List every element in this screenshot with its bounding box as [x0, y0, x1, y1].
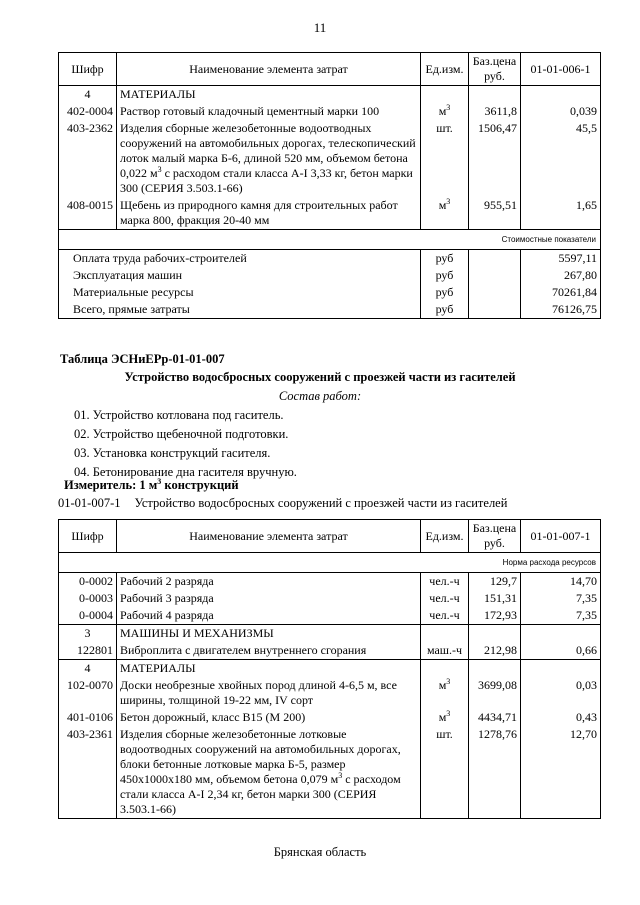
footer-region: Брянская область	[273, 845, 367, 859]
row-name: Изделия сборные железобетонные водоотводных сооружений на автомобильных дорогах, телескопический лоток малый марка Б-6, длиной 520 мм, объемом бетона 0,022 $м^3$ с расходом стали класса А-I 3,33 кг, бетон марки 300 (СЕРИЯ 3.503.1-66)	[117, 120, 421, 197]
section-title: МАШИНЫ И МЕХАНИЗМЫ	[117, 625, 421, 643]
table-row	[59, 573, 601, 591]
row-unit: чел.-ч	[421, 590, 469, 607]
page-number: 11	[313, 20, 327, 35]
table-row	[59, 120, 601, 197]
work-steps	[74, 406, 297, 482]
section-row	[59, 86, 601, 104]
table2-material-rows	[59, 677, 601, 819]
header-unit: Ед.изм.	[421, 53, 469, 86]
row-name: Изделия сборные железобетонные лотковые водоотводных сооружений на автомобильных дорогах, блоки бетонные лотковые марка Б-5, размер 450х1000х180 мм, объемом бетона 0,079 $м^3$ с расходом стали класса А-I 2,34 кг, бетон марки 300 (СЕРИЯ 3.503.1-66)	[117, 726, 421, 819]
row-unit: чел.-ч	[421, 607, 469, 625]
work-step: 04. Бетонирование дна гасителя вручную.	[74, 465, 297, 479]
row-base-price: 129,7	[469, 573, 521, 591]
measure-unit: Измеритель: 1 $м^3$ конструкций	[64, 476, 239, 492]
table-row	[59, 709, 601, 726]
row-name: Щебень из природного камня для строительных работ марка 800, фракция 20-40 мм	[117, 197, 421, 230]
row-base-price: 151,31	[469, 590, 521, 607]
row-name: Рабочий 3 разряда	[117, 590, 421, 607]
row-value: 1,65	[521, 197, 601, 230]
table-row	[59, 677, 601, 709]
row-code: 0-0004	[59, 607, 117, 625]
summary-row	[59, 301, 601, 319]
summary-row	[59, 284, 601, 301]
row-name: Виброплита с двигателем внутреннего сгорания	[117, 642, 421, 660]
summary-unit: руб	[421, 301, 469, 319]
section-number: 4	[59, 660, 117, 678]
header-name: Наименование элемента затрат	[117, 520, 421, 553]
row-name: Бетон дорожный, класс В15 (М 200)	[117, 709, 421, 726]
summary-row	[59, 250, 601, 268]
table2-heading: Устройство водосбросных сооружений с проезжей части из гасителей	[124, 370, 516, 384]
table1-body	[59, 86, 601, 104]
row-value: 7,35	[521, 607, 601, 625]
row-base-price: 1278,76	[469, 726, 521, 819]
row-base-price: 1506,47	[469, 120, 521, 197]
table-row	[59, 726, 601, 819]
summary-row	[59, 267, 601, 284]
table-row	[59, 103, 601, 120]
summary-value: 76126,75	[521, 301, 601, 319]
summary-unit: руб	[421, 284, 469, 301]
section-title: МАТЕРИАЛЫ	[117, 86, 421, 104]
row-code: 0-0002	[59, 573, 117, 591]
row-code: 122801	[59, 642, 117, 660]
table2-title: Таблица ЭСНиЕРр-01-01-007	[60, 352, 225, 366]
row-base-price: 172,93	[469, 607, 521, 625]
row-code: 0-0003	[59, 590, 117, 607]
summary-empty-cell	[469, 267, 521, 284]
table-row	[59, 607, 601, 625]
header-unit: Ед.изм.	[421, 520, 469, 553]
row-name: Раствор готовый кладочный цементный марки 100	[117, 103, 421, 120]
row-name: Доски необрезные хвойных пород длиной 4-6,5 м, все ширины, толщиной 19-22 мм, IV сорт	[117, 677, 421, 709]
table-row	[59, 590, 601, 607]
cost-indicators-note: Стоимостные показатели	[59, 230, 601, 250]
note-row	[59, 230, 601, 250]
summary-value: 267,80	[521, 267, 601, 284]
summary-name: Оплата труда рабочих-строителей	[59, 250, 421, 268]
summary-name: Всего, прямые затраты	[59, 301, 421, 319]
row-value: 0,03	[521, 677, 601, 709]
norm-note-row	[59, 553, 601, 573]
section-title: МАТЕРИАЛЫ	[117, 660, 421, 678]
rate-code-line	[58, 496, 507, 511]
row-unit: $м^3$	[421, 709, 469, 726]
summary-value: 5597,11	[521, 250, 601, 268]
table1-summary-rows	[59, 250, 601, 319]
summary-unit: руб	[421, 267, 469, 284]
summary-name: Эксплуатация машин	[59, 267, 421, 284]
work-step: 03. Установка конструкций гасителя.	[74, 446, 271, 460]
estimate-table-1	[58, 52, 601, 319]
row-value: 0,66	[521, 642, 601, 660]
row-base-price: 3611,8	[469, 103, 521, 120]
row-name: Рабочий 4 разряда	[117, 607, 421, 625]
row-unit: $м^3$	[421, 677, 469, 709]
summary-name: Материальные ресурсы	[59, 284, 421, 301]
summary-empty-cell	[469, 250, 521, 268]
table-row	[59, 642, 601, 660]
section-row	[59, 625, 601, 643]
resource-norm-note: Норма расхода ресурсов	[59, 553, 601, 573]
row-value: 7,35	[521, 590, 601, 607]
row-value: 45,5	[521, 120, 601, 197]
composition-title: Состав работ:	[278, 389, 362, 403]
table2-worker-rows	[59, 573, 601, 625]
row-base-price: 3699,08	[469, 677, 521, 709]
rate-description: Устройство водосбросных сооружений с проезжей части из гасителей	[134, 496, 508, 510]
rate-code: 01-01-007-1	[58, 496, 121, 510]
row-unit: шт.	[421, 120, 469, 197]
row-name: Рабочий 2 разряда	[117, 573, 421, 591]
row-base-price: 4434,71	[469, 709, 521, 726]
row-value: 14,70	[521, 573, 601, 591]
row-unit: $м^3$	[421, 197, 469, 230]
row-value: 0,43	[521, 709, 601, 726]
header-code: Шифр	[59, 53, 117, 86]
row-code: 402-0004	[59, 103, 117, 120]
row-base-price: 212,98	[469, 642, 521, 660]
row-code: 408-0015	[59, 197, 117, 230]
row-code: 403-2361	[59, 726, 117, 819]
section-row	[59, 660, 601, 678]
summary-unit: руб	[421, 250, 469, 268]
header-base-price: Баз.цена руб.	[469, 53, 521, 86]
row-unit: маш.-ч	[421, 642, 469, 660]
section-number: 3	[59, 625, 117, 643]
header-name: Наименование элемента затрат	[117, 53, 421, 86]
header-code: Шифр	[59, 520, 117, 553]
row-code: 403-2362	[59, 120, 117, 197]
table1-material-rows	[59, 103, 601, 230]
row-code: 401-0106	[59, 709, 117, 726]
summary-empty-cell	[469, 284, 521, 301]
table2-machine-rows	[59, 642, 601, 660]
header-rate-code: 01-01-006-1	[521, 53, 601, 86]
table-row	[59, 197, 601, 230]
header-base-price: Баз.цена руб.	[469, 520, 521, 553]
header-rate-code: 01-01-007-1	[521, 520, 601, 553]
row-value: 0,039	[521, 103, 601, 120]
work-step: 02. Устройство щебеночной подготовки.	[74, 427, 289, 441]
summary-empty-cell	[469, 301, 521, 319]
row-unit: шт.	[421, 726, 469, 819]
estimate-table-2	[58, 519, 601, 819]
summary-value: 70261,84	[521, 284, 601, 301]
row-unit: чел.-ч	[421, 573, 469, 591]
row-base-price: 955,51	[469, 197, 521, 230]
section-number: 4	[59, 86, 117, 104]
work-step: 01. Устройство котлована под гаситель.	[74, 408, 284, 422]
row-unit: $м^3$	[421, 103, 469, 120]
row-code: 102-0070	[59, 677, 117, 709]
row-value: 12,70	[521, 726, 601, 819]
